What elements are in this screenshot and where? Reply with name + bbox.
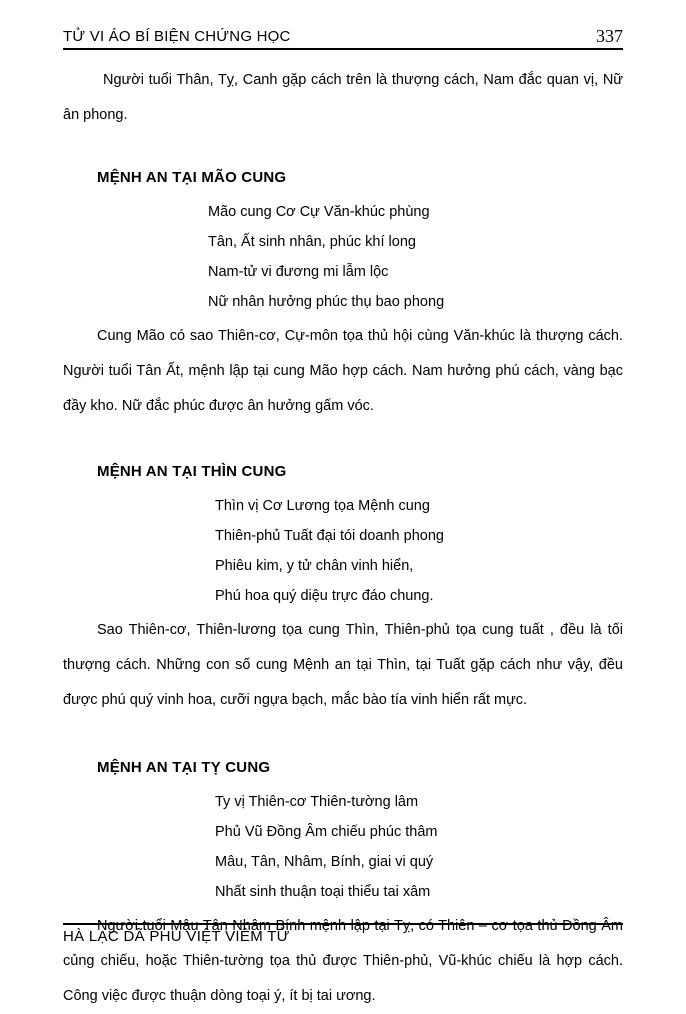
section-heading: MỆNH AN TẠI TỴ CUNG <box>97 758 271 776</box>
verse-line: Phiêu kim, y tử chân vinh hiển, <box>215 558 414 574</box>
verse-line: Mão cung Cơ Cự Văn-khúc phùng <box>208 203 430 220</box>
section-paragraph: Cung Mão có sao Thiên-cơ, Cự-môn tọa thủ hội cùng Văn-khúc là thượng cách. Người tuổi Tân Ất, mệnh lập tại cung Mão hợp cách. Nam hưởng phú cách, vàng bạc đầy kho. Nữ đắc phúc được ân hưởng gấm vóc. <box>63 327 623 414</box>
verse-line: Ty vị Thiên-cơ Thiên-tường lâm <box>215 793 419 810</box>
verse-line: Phú hoa quý diệu trực đáo chung. <box>215 588 434 604</box>
footer-author: HÀ LẠC DÃ PHU VIỆT VIÊM TỬ <box>63 928 290 945</box>
verse-line: Phủ Vũ Đồng Âm chiếu phúc thâm <box>215 823 438 840</box>
verse-line: Mâu, Tân, Nhâm, Bính, giai vi quý <box>215 853 434 870</box>
page-header <box>63 28 623 50</box>
verse-line: Nữ nhân hưởng phúc thụ bao phong <box>208 293 445 310</box>
section-heading: MỆNH AN TẠI MÃO CUNG <box>97 168 287 186</box>
section-menh-an-tai-mao-cung <box>63 148 623 424</box>
book-title: TỬ VI ÁO BÍ BIỆN CHỨNG HỌC <box>63 28 291 45</box>
verse-line: Thiên-phủ Tuất đại tói doanh phong <box>215 528 444 544</box>
verse-block <box>63 491 623 611</box>
page-number: 337 <box>596 26 623 46</box>
section-menh-an-tai-thin-cung <box>63 438 623 718</box>
verse-line: Tân, Ất sinh nhân, phúc khí long <box>208 233 416 250</box>
section-paragraph: Sao Thiên-cơ, Thiên-lương tọa cung Thìn, Thiên-phủ tọa cung tuất , đều là tối thượng cách. Những con số cung Mệnh an tại Thìn, tại Tuất gặp cách như vậy, đều được phú quý vinh hoa, cưỡi ngựa bạch, mắc bào tía vinh hiển rất mực. <box>63 622 623 708</box>
verse-line: Nhất sinh thuận toại thiểu tai xâm <box>215 883 431 900</box>
section-menh-an-tai-ty-cung <box>63 733 623 1014</box>
verse-line: Thìn vị Cơ Lương tọa Mệnh cung <box>215 498 430 514</box>
page-footer <box>63 923 623 946</box>
verse-block <box>63 197 623 317</box>
intro-paragraph: Người tuổi Thân, Tỵ, Canh gặp cách trên là thượng cách, Nam đắc quan vị, Nữ ân phong. <box>63 72 623 123</box>
section-heading: MỆNH AN TẠI THÌN CUNG <box>97 463 287 480</box>
section-paragraph: Người tuổi Mậu Tân Nhâm Bính mệnh lập tại Tỵ, có Thiên – cơ tọa thủ Đồng Âm củng chiếu, hoặc Thiên-tường tọa thủ được Thiên-phủ, Vũ-khúc chiếu là hợp cách. Công việc được thuận dòng toại ý, ít bị tai ương. <box>63 917 623 1004</box>
verse-line: Nam-tử vi đương mi lẫm lộc <box>208 263 389 280</box>
verse-block <box>63 787 623 907</box>
